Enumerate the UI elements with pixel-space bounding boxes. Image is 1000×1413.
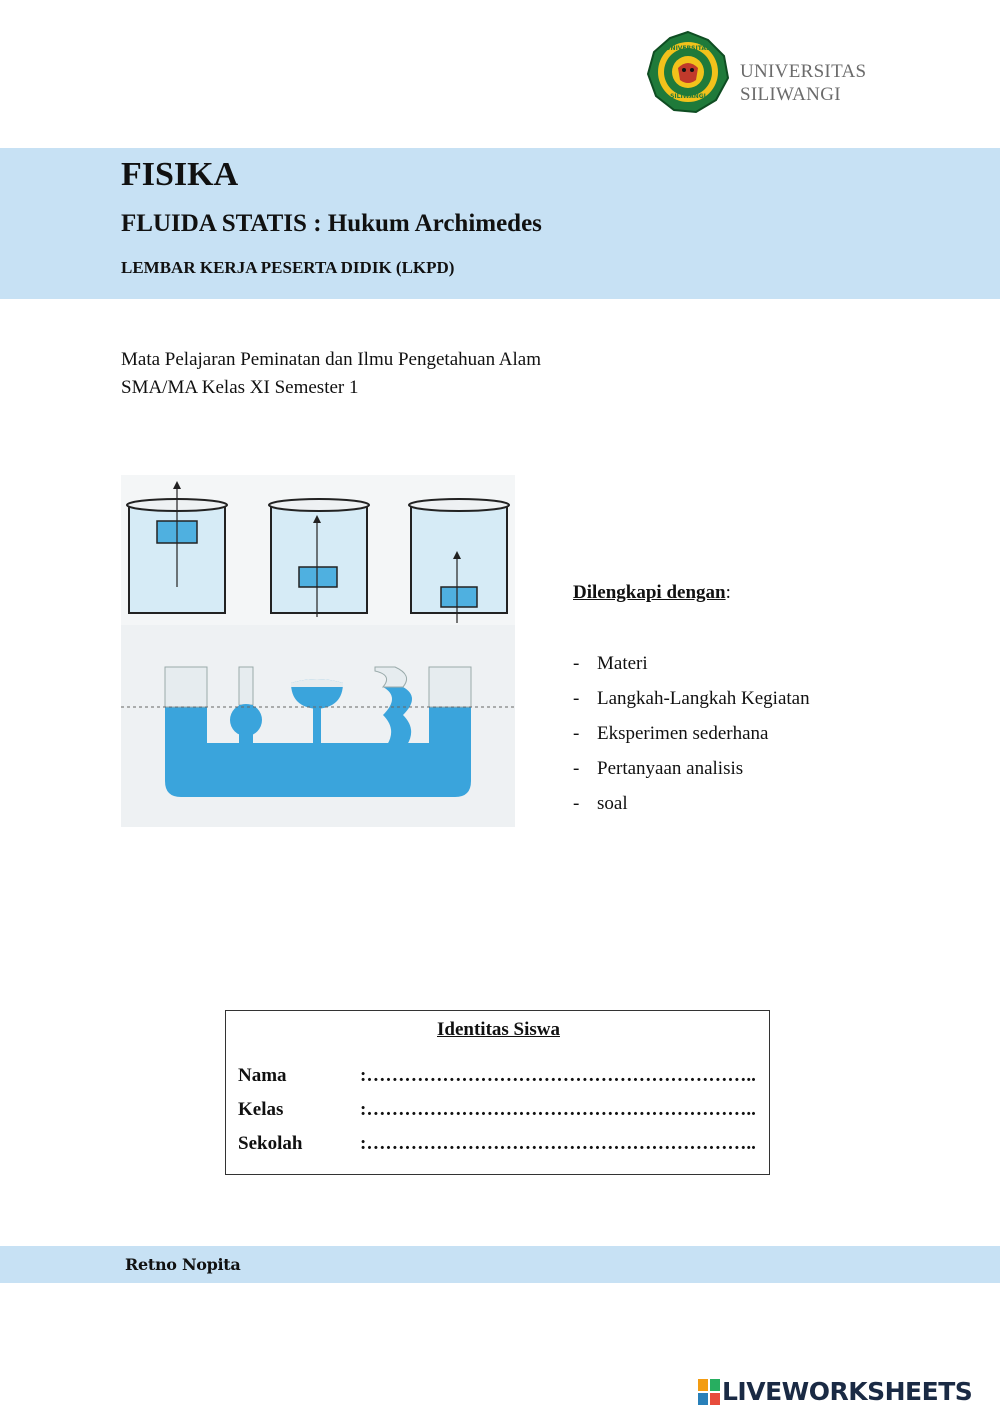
- class-field[interactable]: :……………………………………………………..: [360, 1099, 756, 1120]
- subject-title: FISIKA: [121, 156, 239, 193]
- list-item: [573, 685, 810, 720]
- list-item: [573, 755, 810, 790]
- identity-row-nama: [238, 1065, 756, 1095]
- includes-heading-text: Dilengkapi dengan: [573, 582, 726, 603]
- list-dash: -: [573, 653, 580, 674]
- communicating-vessels: [121, 667, 515, 797]
- author-name: Retno Nopita: [125, 1255, 241, 1274]
- tiger-icon: [678, 63, 698, 83]
- list-item-text: soal: [597, 793, 628, 814]
- university-name-line1: UNIVERSITAS: [740, 61, 867, 82]
- name-field[interactable]: :……………………………………………………..: [360, 1065, 756, 1086]
- university-name: [740, 60, 866, 106]
- university-name-line2: SILIWANGI: [740, 84, 841, 105]
- course-info-line1: Mata Pelajaran Peminatan dan Ilmu Pengetahuan Alam: [121, 349, 541, 370]
- identity-label: Kelas: [238, 1099, 284, 1120]
- course-info-line2: SMA/MA Kelas XI Semester 1: [121, 377, 359, 398]
- list-item: [573, 650, 810, 685]
- identity-label: Nama: [238, 1065, 287, 1086]
- list-item-text: Materi: [597, 653, 648, 674]
- list-item: [573, 720, 810, 755]
- student-identity-box: [225, 1010, 770, 1175]
- fluid-illustration: [121, 475, 515, 827]
- document-type: LEMBAR KERJA PESERTA DIDIK (LKPD): [121, 258, 455, 277]
- university-logo: [646, 30, 730, 114]
- school-field[interactable]: :……………………………………………………..: [360, 1133, 756, 1154]
- beaker-suspended: [269, 499, 369, 617]
- list-item: [573, 790, 810, 825]
- identity-label: Sekolah: [238, 1133, 303, 1154]
- list-item-text: Pertanyaan analisis: [597, 758, 744, 779]
- beaker-floating: [127, 481, 227, 613]
- list-item-text: Eksperimen sederhana: [597, 723, 769, 744]
- topic-title: FLUIDA STATIS : Hukum Archimedes: [121, 210, 542, 237]
- includes-heading: [573, 582, 731, 604]
- list-dash: -: [573, 723, 580, 744]
- logo-ring-top: UNIVERSITAS: [665, 45, 711, 52]
- identity-title: Identitas Siswa: [437, 1019, 560, 1040]
- includes-heading-colon: :: [725, 582, 731, 603]
- logo-ring-bottom: SILIWANGI: [670, 93, 706, 100]
- watermark-text: LIVEWORKSHEETS: [722, 1377, 973, 1406]
- identity-row-kelas: [238, 1099, 756, 1129]
- includes-list: [573, 650, 810, 825]
- course-info: [121, 346, 541, 402]
- list-dash: -: [573, 688, 580, 709]
- list-dash: -: [573, 758, 580, 779]
- list-item-text: Langkah-Langkah Kegiatan: [597, 688, 810, 709]
- identity-row-sekolah: [238, 1133, 756, 1163]
- list-dash: -: [573, 793, 580, 814]
- beaker-sinking: [409, 499, 509, 623]
- liveworksheets-badge-icon: [698, 1379, 720, 1405]
